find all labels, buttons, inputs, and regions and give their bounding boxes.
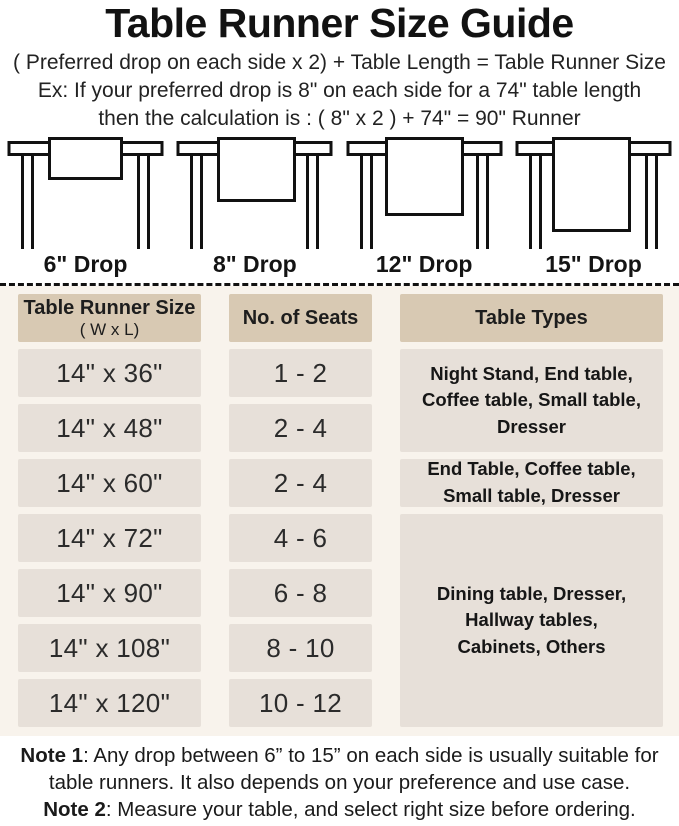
drop-label: 12" Drop [375, 251, 473, 278]
col-header-runner-size [18, 294, 201, 342]
table-with-runner-drawing [170, 136, 339, 249]
example-line-2: then the calculation is : ( 8" x 2 ) + 74" = 90" Runner [98, 107, 581, 131]
table-types-cell: Night Stand, End table, Coffee table, Small table, Dresser [400, 349, 663, 452]
drop-label: 15" Drop [545, 251, 642, 278]
size-cell: 14" x 72" [18, 514, 201, 562]
note-2: Note 2: Measure your table, and select right size before ordering. [43, 797, 636, 821]
drop-label: 8" Drop [212, 251, 297, 278]
seats-cell: 1 - 2 [229, 349, 372, 397]
size-cell: 14" x 90" [18, 569, 201, 617]
seats-cell: 4 - 6 [229, 514, 372, 562]
drop-illustration-8 [170, 136, 339, 278]
col-header-seats: No. of Seats [229, 294, 372, 342]
col-header-table-types: Table Types [400, 294, 663, 342]
formula-text: ( Preferred drop on each side x 2) + Table Length = Table Runner Size [13, 51, 666, 75]
size-cell: 14" x 108" [18, 624, 201, 672]
table-types-cell: Dining table, Dresser, Hallway tables, Cabinets, Others [400, 514, 663, 727]
col-header-runner-size-subtitle: ( W x L) [79, 319, 140, 339]
notes-section [0, 736, 679, 823]
seats-cell: 6 - 8 [229, 569, 372, 617]
example-line-1: Ex: If your preferred drop is 8" on each side for a 74" table length [37, 79, 642, 103]
header-section [0, 0, 679, 131]
size-cell: 14" x 36" [18, 349, 201, 397]
size-cell: 14" x 60" [18, 459, 201, 507]
table-with-runner-drawing [340, 136, 509, 249]
note-1: Note 1: Any drop between 6” to 15” on each side is usually suitable for table runners. It also depends on your preference and use case. [20, 744, 659, 794]
drop-label: 6" Drop [43, 251, 128, 278]
drop-illustration-12 [340, 136, 509, 278]
col-header-runner-size-title: Table Runner Size [23, 296, 196, 319]
drop-illustrations-row [0, 136, 679, 278]
page-title: Table Runner Size Guide [105, 0, 574, 46]
drop-illustration-6 [1, 136, 170, 278]
size-table [18, 294, 679, 727]
size-table-section [0, 286, 679, 736]
seats-cell: 8 - 10 [229, 624, 372, 672]
table-with-runner-drawing [509, 136, 678, 249]
table-with-runner-drawing [1, 136, 170, 249]
drop-illustration-15 [509, 136, 678, 278]
seats-cell: 2 - 4 [229, 459, 372, 507]
seats-cell: 10 - 12 [229, 679, 372, 727]
table-types-cell: End Table, Coffee table, Small table, Dresser [400, 459, 663, 507]
seats-cell: 2 - 4 [229, 404, 372, 452]
size-cell: 14" x 48" [18, 404, 201, 452]
size-cell: 14" x 120" [18, 679, 201, 727]
